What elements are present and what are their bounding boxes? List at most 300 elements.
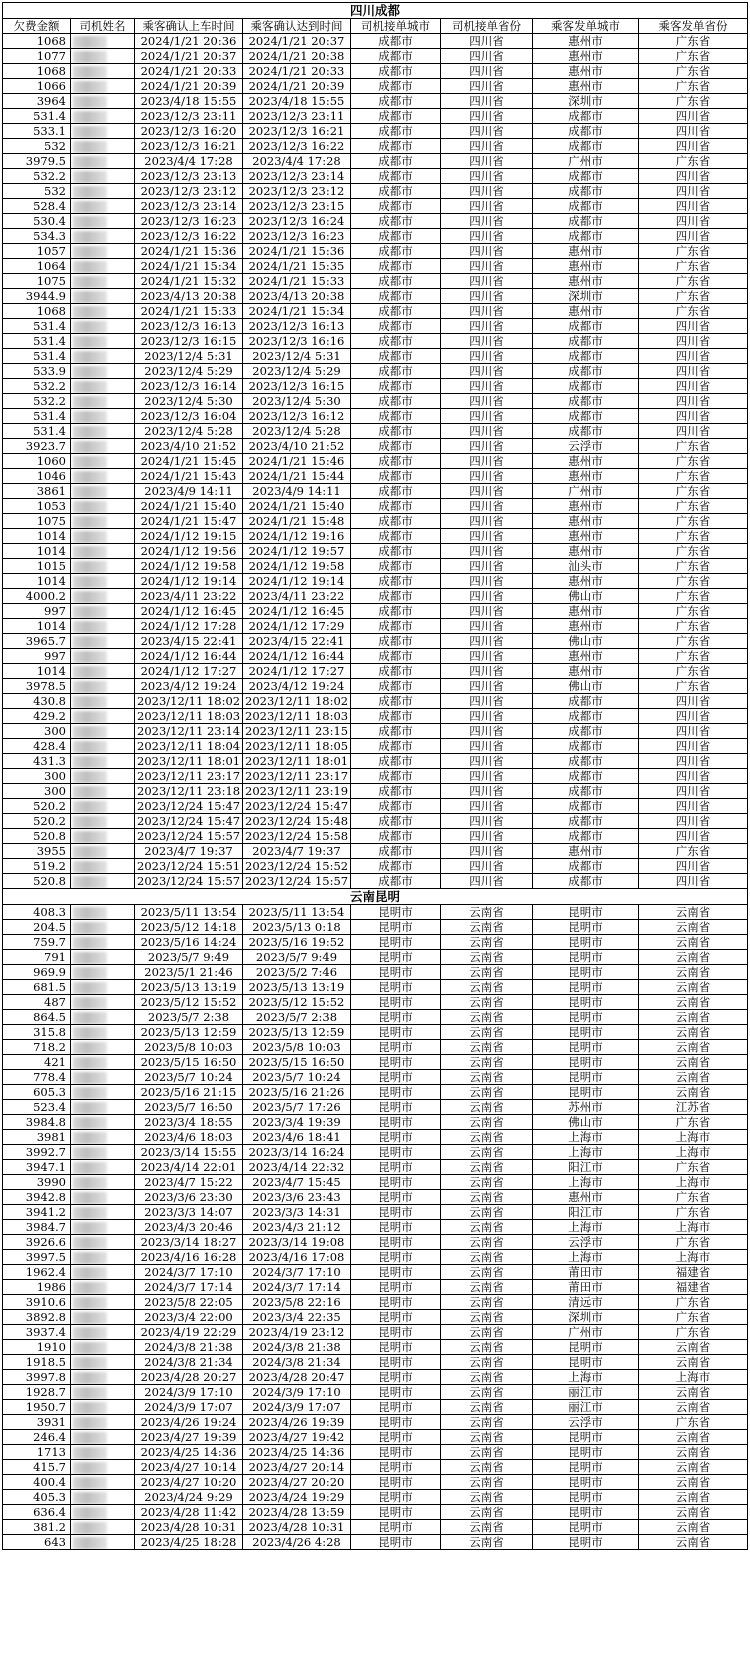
- cell-boarding-time: 2023/5/12 14:18: [135, 920, 243, 935]
- cell-amount: 428.4: [3, 739, 71, 754]
- cell-driver-name: [71, 1190, 135, 1205]
- cell-boarding-time: 2024/1/12 19:15: [135, 529, 243, 544]
- cell-driver-city: 成都市: [351, 259, 441, 274]
- cell-passenger-city: 佛山市: [533, 679, 639, 694]
- cell-passenger-city: 莆田市: [533, 1280, 639, 1295]
- cell-driver-province: 云南省: [441, 1310, 533, 1325]
- cell-passenger-province: 广东省: [639, 649, 748, 664]
- header-row: [3, 19, 748, 34]
- redacted-name: [73, 711, 107, 723]
- cell-driver-name: [71, 64, 135, 79]
- cell-passenger-province: 广东省: [639, 244, 748, 259]
- redacted-name: [73, 531, 107, 543]
- cell-passenger-province: 广东省: [639, 589, 748, 604]
- redacted-name: [73, 471, 107, 483]
- header-driver-name: 司机姓名: [71, 19, 135, 34]
- cell-amount: 246.4: [3, 1430, 71, 1445]
- redacted-name: [73, 486, 107, 498]
- redacted-name: [73, 1297, 107, 1309]
- cell-boarding-time: 2023/5/7 9:49: [135, 950, 243, 965]
- cell-amount: 532.2: [3, 169, 71, 184]
- cell-boarding-time: 2023/5/16 14:24: [135, 935, 243, 950]
- cell-driver-province: 云南省: [441, 1100, 533, 1115]
- redacted-name: [73, 396, 107, 408]
- cell-driver-name: [71, 1250, 135, 1265]
- redacted-name: [73, 861, 107, 873]
- cell-boarding-time: 2024/1/21 15:33: [135, 304, 243, 319]
- cell-passenger-province: 广东省: [639, 34, 748, 49]
- cell-driver-city: 昆明市: [351, 1430, 441, 1445]
- cell-amount: 997: [3, 604, 71, 619]
- cell-driver-city: 昆明市: [351, 1325, 441, 1340]
- cell-arrival-time: 2023/4/26 19:39: [243, 1415, 351, 1430]
- redacted-name: [73, 1027, 107, 1039]
- cell-arrival-time: 2023/5/15 16:50: [243, 1055, 351, 1070]
- table-row: [3, 109, 748, 124]
- cell-boarding-time: 2023/12/11 23:17: [135, 769, 243, 784]
- cell-driver-city: 成都市: [351, 199, 441, 214]
- cell-driver-province: 云南省: [441, 1040, 533, 1055]
- cell-boarding-time: 2023/12/11 18:03: [135, 709, 243, 724]
- cell-driver-province: 云南省: [441, 1535, 533, 1550]
- cell-boarding-time: 2023/12/11 23:14: [135, 724, 243, 739]
- cell-passenger-province: 四川省: [639, 409, 748, 424]
- redacted-name: [73, 907, 107, 919]
- cell-arrival-time: 2023/5/8 10:03: [243, 1040, 351, 1055]
- cell-arrival-time: 2023/3/3 14:31: [243, 1205, 351, 1220]
- cell-driver-province: 四川省: [441, 334, 533, 349]
- cell-passenger-province: 云南省: [639, 1085, 748, 1100]
- cell-amount: 300: [3, 724, 71, 739]
- cell-driver-province: 四川省: [441, 154, 533, 169]
- cell-passenger-province: 广东省: [639, 469, 748, 484]
- cell-passenger-city: 阳江市: [533, 1205, 639, 1220]
- cell-arrival-time: 2024/1/21 20:33: [243, 64, 351, 79]
- redacted-name: [73, 606, 107, 618]
- cell-driver-province: 云南省: [441, 1055, 533, 1070]
- cell-passenger-city: 成都市: [533, 769, 639, 784]
- cell-driver-province: 四川省: [441, 469, 533, 484]
- cell-driver-city: 昆明市: [351, 965, 441, 980]
- table-row: [3, 319, 748, 334]
- redacted-name: [73, 636, 107, 648]
- cell-boarding-time: 2023/4/27 19:39: [135, 1430, 243, 1445]
- cell-driver-province: 四川省: [441, 319, 533, 334]
- cell-amount: 408.3: [3, 905, 71, 920]
- table-row: [3, 754, 748, 769]
- cell-driver-city: 成都市: [351, 79, 441, 94]
- cell-driver-province: 云南省: [441, 1430, 533, 1445]
- cell-arrival-time: 2023/3/6 23:43: [243, 1190, 351, 1205]
- cell-driver-name: [71, 1025, 135, 1040]
- cell-driver-city: 昆明市: [351, 1340, 441, 1355]
- cell-driver-name: [71, 199, 135, 214]
- cell-driver-province: 四川省: [441, 679, 533, 694]
- cell-arrival-time: 2023/12/3 16:12: [243, 409, 351, 424]
- redacted-name: [73, 1402, 107, 1414]
- cell-arrival-time: 2023/5/11 13:54: [243, 905, 351, 920]
- cell-passenger-city: 惠州市: [533, 499, 639, 514]
- redacted-name: [73, 1387, 107, 1399]
- cell-boarding-time: 2023/12/24 15:57: [135, 874, 243, 889]
- cell-driver-name: [71, 920, 135, 935]
- cell-passenger-city: 云浮市: [533, 1415, 639, 1430]
- cell-driver-name: [71, 799, 135, 814]
- cell-passenger-province: 云南省: [639, 1355, 748, 1370]
- cell-amount: 421: [3, 1055, 71, 1070]
- cell-arrival-time: 2023/12/24 15:58: [243, 829, 351, 844]
- cell-driver-province: 四川省: [441, 274, 533, 289]
- cell-passenger-city: 成都市: [533, 169, 639, 184]
- cell-driver-province: 四川省: [441, 799, 533, 814]
- cell-boarding-time: 2023/12/24 15:47: [135, 814, 243, 829]
- cell-arrival-time: 2023/4/7 19:37: [243, 844, 351, 859]
- table-row: [3, 920, 748, 935]
- cell-arrival-time: 2023/12/3 23:14: [243, 169, 351, 184]
- cell-driver-name: [71, 319, 135, 334]
- table-row: [3, 469, 748, 484]
- cell-passenger-province: 四川省: [639, 784, 748, 799]
- cell-arrival-time: 2023/12/11 18:01: [243, 754, 351, 769]
- cell-amount: 520.2: [3, 799, 71, 814]
- table-row: [3, 905, 748, 920]
- cell-arrival-time: 2023/4/10 21:52: [243, 439, 351, 454]
- cell-boarding-time: 2024/1/12 17:27: [135, 664, 243, 679]
- cell-driver-province: 四川省: [441, 559, 533, 574]
- cell-amount: 3931: [3, 1415, 71, 1430]
- redacted-name: [73, 321, 107, 333]
- cell-arrival-time: 2023/12/24 15:47: [243, 799, 351, 814]
- redacted-name: [73, 66, 107, 78]
- cell-passenger-city: 惠州市: [533, 259, 639, 274]
- redacted-name: [73, 156, 107, 168]
- redacted-name: [73, 816, 107, 828]
- cell-passenger-province: 广东省: [639, 1235, 748, 1250]
- table-row: [3, 1175, 748, 1190]
- cell-passenger-province: 四川省: [639, 724, 748, 739]
- cell-arrival-time: 2024/1/12 16:45: [243, 604, 351, 619]
- cell-passenger-city: 上海市: [533, 1370, 639, 1385]
- cell-driver-city: 成都市: [351, 379, 441, 394]
- cell-boarding-time: 2023/3/3 14:07: [135, 1205, 243, 1220]
- cell-driver-province: 四川省: [441, 844, 533, 859]
- cell-driver-name: [71, 274, 135, 289]
- cell-driver-province: 四川省: [441, 409, 533, 424]
- cell-amount: 530.4: [3, 214, 71, 229]
- redacted-name: [73, 937, 107, 949]
- cell-passenger-province: 四川省: [639, 739, 748, 754]
- cell-passenger-city: 广州市: [533, 484, 639, 499]
- cell-driver-province: 云南省: [441, 1175, 533, 1190]
- cell-passenger-province: 云南省: [639, 1040, 748, 1055]
- cell-driver-city: 成都市: [351, 769, 441, 784]
- cell-driver-name: [71, 1040, 135, 1055]
- cell-driver-city: 成都市: [351, 34, 441, 49]
- cell-passenger-province: 广东省: [639, 679, 748, 694]
- cell-passenger-city: 深圳市: [533, 289, 639, 304]
- cell-passenger-city: 上海市: [533, 1220, 639, 1235]
- cell-driver-name: [71, 1355, 135, 1370]
- cell-boarding-time: 2023/12/3 23:13: [135, 169, 243, 184]
- cell-arrival-time: 2023/12/3 16:23: [243, 229, 351, 244]
- table-row: [3, 1505, 748, 1520]
- redacted-name: [73, 681, 107, 693]
- cell-boarding-time: 2023/3/4 18:55: [135, 1115, 243, 1130]
- table-row: [3, 154, 748, 169]
- table-row: [3, 199, 748, 214]
- cell-arrival-time: 2024/1/21 20:39: [243, 79, 351, 94]
- cell-driver-province: 云南省: [441, 1475, 533, 1490]
- cell-driver-province: 云南省: [441, 995, 533, 1010]
- cell-boarding-time: 2023/4/27 10:20: [135, 1475, 243, 1490]
- cell-boarding-time: 2023/5/7 16:50: [135, 1100, 243, 1115]
- cell-driver-name: [71, 950, 135, 965]
- cell-amount: 4000.2: [3, 589, 71, 604]
- cell-driver-city: 昆明市: [351, 1115, 441, 1130]
- redacted-name: [73, 1447, 107, 1459]
- cell-boarding-time: 2023/12/11 18:01: [135, 754, 243, 769]
- table-row: [3, 604, 748, 619]
- cell-driver-name: [71, 1115, 135, 1130]
- table-row: [3, 1460, 748, 1475]
- cell-boarding-time: 2024/1/21 15:40: [135, 499, 243, 514]
- cell-passenger-province: 四川省: [639, 694, 748, 709]
- cell-driver-name: [71, 49, 135, 64]
- cell-driver-province: 四川省: [441, 769, 533, 784]
- cell-driver-name: [71, 739, 135, 754]
- cell-amount: 3978.5: [3, 679, 71, 694]
- cell-driver-province: 云南省: [441, 980, 533, 995]
- cell-driver-province: 云南省: [441, 1190, 533, 1205]
- cell-passenger-city: 广州市: [533, 1325, 639, 1340]
- redacted-name: [73, 1357, 107, 1369]
- cell-driver-name: [71, 1535, 135, 1550]
- cell-passenger-city: 昆明市: [533, 920, 639, 935]
- cell-driver-name: [71, 1475, 135, 1490]
- cell-passenger-city: 成都市: [533, 109, 639, 124]
- cell-boarding-time: 2024/1/21 15:36: [135, 244, 243, 259]
- cell-amount: 400.4: [3, 1475, 71, 1490]
- table-row: [3, 49, 748, 64]
- cell-passenger-city: 佛山市: [533, 1115, 639, 1130]
- table-row: [3, 619, 748, 634]
- table-row: [3, 1415, 748, 1430]
- redacted-name: [73, 216, 107, 228]
- cell-arrival-time: 2023/5/13 0:18: [243, 920, 351, 935]
- cell-boarding-time: 2024/1/21 20:36: [135, 34, 243, 49]
- table-row: [3, 1325, 748, 1340]
- cell-passenger-province: 广东省: [639, 619, 748, 634]
- cell-driver-province: 云南省: [441, 1445, 533, 1460]
- cell-amount: 1910: [3, 1340, 71, 1355]
- cell-boarding-time: 2023/4/19 22:29: [135, 1325, 243, 1340]
- cell-arrival-time: 2023/4/6 18:41: [243, 1130, 351, 1145]
- cell-driver-name: [71, 1085, 135, 1100]
- cell-boarding-time: 2024/1/21 15:32: [135, 274, 243, 289]
- cell-driver-province: 四川省: [441, 364, 533, 379]
- cell-passenger-province: 云南省: [639, 1055, 748, 1070]
- cell-amount: 605.3: [3, 1085, 71, 1100]
- cell-passenger-city: 成都市: [533, 379, 639, 394]
- table-row: [3, 739, 748, 754]
- cell-boarding-time: 2023/12/3 23:14: [135, 199, 243, 214]
- cell-boarding-time: 2023/3/6 23:30: [135, 1190, 243, 1205]
- cell-amount: 523.4: [3, 1100, 71, 1115]
- cell-arrival-time: 2023/4/4 17:28: [243, 154, 351, 169]
- cell-passenger-city: 惠州市: [533, 529, 639, 544]
- cell-driver-province: 四川省: [441, 244, 533, 259]
- cell-passenger-city: 昆明市: [533, 935, 639, 950]
- header-passenger-province: 乘客发单省份: [639, 19, 748, 34]
- cell-amount: 3992.7: [3, 1145, 71, 1160]
- cell-driver-name: [71, 1100, 135, 1115]
- cell-driver-province: 云南省: [441, 1115, 533, 1130]
- cell-boarding-time: 2023/12/4 5:30: [135, 394, 243, 409]
- cell-passenger-province: 广东省: [639, 1190, 748, 1205]
- cell-passenger-city: 成都市: [533, 319, 639, 334]
- cell-driver-province: 云南省: [441, 935, 533, 950]
- cell-passenger-city: 莆田市: [533, 1265, 639, 1280]
- cell-driver-city: 成都市: [351, 394, 441, 409]
- cell-passenger-province: 广东省: [639, 154, 748, 169]
- cell-driver-city: 成都市: [351, 454, 441, 469]
- table-row: [3, 1310, 748, 1325]
- cell-passenger-province: 云南省: [639, 905, 748, 920]
- table-row: [3, 409, 748, 424]
- cell-boarding-time: 2023/4/10 21:52: [135, 439, 243, 454]
- cell-passenger-province: 四川省: [639, 364, 748, 379]
- cell-arrival-time: 2023/4/18 15:55: [243, 94, 351, 109]
- cell-passenger-city: 惠州市: [533, 649, 639, 664]
- cell-boarding-time: 2023/4/18 15:55: [135, 94, 243, 109]
- cell-driver-city: 昆明市: [351, 1370, 441, 1385]
- cell-boarding-time: 2023/12/4 5:29: [135, 364, 243, 379]
- cell-passenger-province: 云南省: [639, 1430, 748, 1445]
- cell-driver-name: [71, 1070, 135, 1085]
- table-row: [3, 1040, 748, 1055]
- cell-boarding-time: 2023/4/16 16:28: [135, 1250, 243, 1265]
- redacted-name: [73, 1222, 107, 1234]
- cell-driver-province: 四川省: [441, 694, 533, 709]
- cell-passenger-province: 广东省: [639, 544, 748, 559]
- cell-passenger-city: 汕头市: [533, 559, 639, 574]
- cell-boarding-time: 2024/3/8 21:38: [135, 1340, 243, 1355]
- cell-driver-province: 云南省: [441, 1340, 533, 1355]
- table-row: [3, 544, 748, 559]
- cell-arrival-time: 2023/4/14 22:32: [243, 1160, 351, 1175]
- cell-boarding-time: 2024/3/9 17:07: [135, 1400, 243, 1415]
- redacted-name: [73, 1072, 107, 1084]
- cell-boarding-time: 2023/12/3 16:14: [135, 379, 243, 394]
- cell-driver-city: 成都市: [351, 124, 441, 139]
- cell-driver-province: 云南省: [441, 1265, 533, 1280]
- cell-boarding-time: 2024/1/21 15:34: [135, 259, 243, 274]
- cell-passenger-city: 惠州市: [533, 304, 639, 319]
- cell-amount: 528.4: [3, 199, 71, 214]
- cell-passenger-province: 云南省: [639, 1010, 748, 1025]
- cell-amount: 3861: [3, 484, 71, 499]
- cell-driver-province: 云南省: [441, 1385, 533, 1400]
- table-row: [3, 1010, 748, 1025]
- cell-driver-province: 云南省: [441, 1280, 533, 1295]
- cell-boarding-time: 2024/1/12 19:58: [135, 559, 243, 574]
- cell-driver-province: 四川省: [441, 109, 533, 124]
- cell-driver-name: [71, 1010, 135, 1025]
- cell-amount: 429.2: [3, 709, 71, 724]
- table-row: [3, 184, 748, 199]
- cell-driver-province: 云南省: [441, 1325, 533, 1340]
- cell-arrival-time: 2023/12/4 5:30: [243, 394, 351, 409]
- cell-driver-name: [71, 109, 135, 124]
- redacted-name: [73, 1312, 107, 1324]
- table-row: [3, 439, 748, 454]
- cell-passenger-province: 四川省: [639, 379, 748, 394]
- cell-arrival-time: 2023/4/26 4:28: [243, 1535, 351, 1550]
- cell-driver-city: 成都市: [351, 229, 441, 244]
- cell-passenger-province: 四川省: [639, 769, 748, 784]
- cell-driver-province: 四川省: [441, 49, 533, 64]
- cell-amount: 520.8: [3, 829, 71, 844]
- cell-arrival-time: 2024/1/12 19:16: [243, 529, 351, 544]
- table-body: [3, 3, 748, 1550]
- cell-passenger-city: 昆明市: [533, 1430, 639, 1445]
- cell-amount: 1077: [3, 49, 71, 64]
- cell-arrival-time: 2023/4/7 15:45: [243, 1175, 351, 1190]
- table-row: [3, 1385, 748, 1400]
- cell-amount: 1057: [3, 244, 71, 259]
- cell-driver-city: 成都市: [351, 334, 441, 349]
- cell-driver-name: [71, 844, 135, 859]
- cell-driver-city: 成都市: [351, 214, 441, 229]
- cell-driver-province: 四川省: [441, 259, 533, 274]
- cell-passenger-city: 成都市: [533, 694, 639, 709]
- cell-arrival-time: 2023/12/11 18:05: [243, 739, 351, 754]
- cell-driver-name: [71, 1220, 135, 1235]
- cell-driver-province: 四川省: [441, 784, 533, 799]
- cell-driver-name: [71, 1295, 135, 1310]
- cell-driver-city: 成都市: [351, 424, 441, 439]
- cell-boarding-time: 2023/12/11 18:04: [135, 739, 243, 754]
- cell-driver-province: 四川省: [441, 394, 533, 409]
- redacted-name: [73, 336, 107, 348]
- redacted-name: [73, 1147, 107, 1159]
- cell-driver-city: 成都市: [351, 94, 441, 109]
- cell-driver-city: 昆明市: [351, 1160, 441, 1175]
- cell-passenger-city: 惠州市: [533, 49, 639, 64]
- cell-driver-city: 昆明市: [351, 1280, 441, 1295]
- cell-amount: 1928.7: [3, 1385, 71, 1400]
- cell-amount: 1053: [3, 499, 71, 514]
- table-row: [3, 694, 748, 709]
- cell-passenger-province: 四川省: [639, 859, 748, 874]
- cell-arrival-time: 2024/1/21 15:40: [243, 499, 351, 514]
- cell-passenger-city: 昆明市: [533, 1040, 639, 1055]
- cell-arrival-time: 2024/1/21 20:38: [243, 49, 351, 64]
- redacted-name: [73, 231, 107, 243]
- cell-passenger-province: 四川省: [639, 319, 748, 334]
- table-row: [3, 829, 748, 844]
- table-row: [3, 574, 748, 589]
- cell-passenger-city: 上海市: [533, 1145, 639, 1160]
- table-row: [3, 589, 748, 604]
- cell-passenger-province: 四川省: [639, 349, 748, 364]
- redacted-name: [73, 1417, 107, 1429]
- cell-driver-name: [71, 379, 135, 394]
- cell-passenger-province: 四川省: [639, 829, 748, 844]
- cell-driver-province: 云南省: [441, 1145, 533, 1160]
- cell-driver-province: 四川省: [441, 544, 533, 559]
- redacted-name: [73, 1372, 107, 1384]
